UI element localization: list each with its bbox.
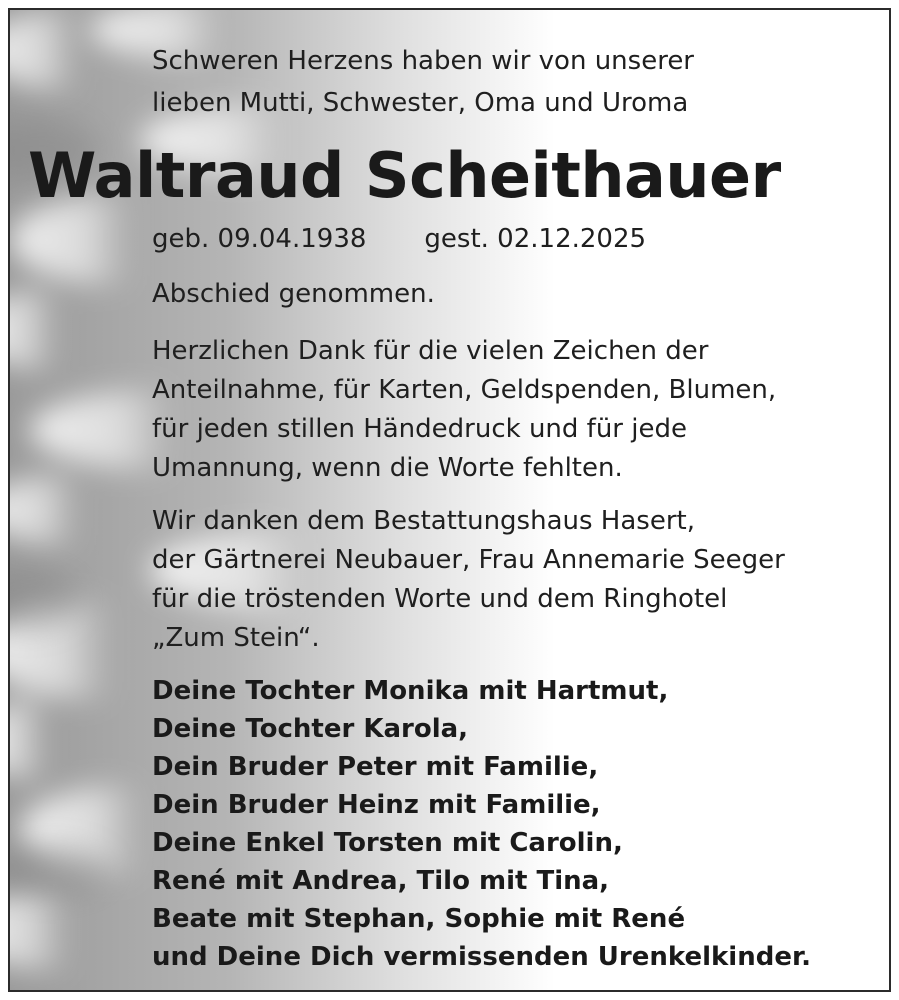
acknowledgement-line: „Zum Stein“. bbox=[152, 623, 320, 653]
mourner-line: Beate mit Stephan, Sophie mit René bbox=[152, 904, 686, 934]
mourner-line: Deine Enkel Torsten mit Carolin, bbox=[152, 828, 623, 858]
thanks-line: Anteilnahme, für Karten, Geldspenden, Blumen, bbox=[152, 375, 777, 405]
death-date: gest. 02.12.2025 bbox=[424, 224, 647, 254]
thanks-line: Umannung, wenn die Worte fehlten. bbox=[152, 453, 623, 483]
mourner-line: Dein Bruder Peter mit Familie, bbox=[152, 752, 599, 782]
thanks-line: Herzlichen Dank für die vielen Zeichen der bbox=[152, 336, 709, 366]
birth-date: geb. 09.04.1938 bbox=[152, 224, 367, 254]
acknowledgement-line: für die tröstenden Worte und dem Ringhotel bbox=[152, 584, 728, 614]
farewell-text: Abschied genommen. bbox=[152, 279, 435, 309]
intro-line: Schweren Herzens haben wir von unserer bbox=[152, 46, 695, 76]
mourner-line: Dein Bruder Heinz mit Familie, bbox=[152, 790, 601, 820]
mourner-line: René mit Andrea, Tilo mit Tina, bbox=[152, 866, 610, 896]
deceased-name: Waltraud Scheithauer bbox=[28, 139, 781, 212]
intro-line: lieben Mutti, Schwester, Oma und Uroma bbox=[152, 88, 689, 118]
obituary-notice bbox=[8, 8, 891, 992]
mourners-signature bbox=[152, 672, 811, 976]
acknowledgement-line: Wir danken dem Bestattungshaus Hasert, bbox=[152, 506, 695, 536]
mourner-line: Deine Tochter Karola, bbox=[152, 714, 469, 744]
acknowledgement-line: der Gärtnerei Neubauer, Frau Annemarie Seeger bbox=[152, 545, 785, 575]
mourner-line: und Deine Dich vermissenden Urenkelkinder. bbox=[152, 942, 811, 972]
intro-text bbox=[152, 40, 694, 124]
mourner-line: Deine Tochter Monika mit Hartmut, bbox=[152, 676, 669, 706]
thanks-paragraph bbox=[152, 332, 776, 488]
thanks-line: für jeden stillen Händedruck und für jede bbox=[152, 414, 687, 444]
acknowledgements-paragraph bbox=[152, 502, 785, 658]
life-dates bbox=[152, 218, 646, 260]
